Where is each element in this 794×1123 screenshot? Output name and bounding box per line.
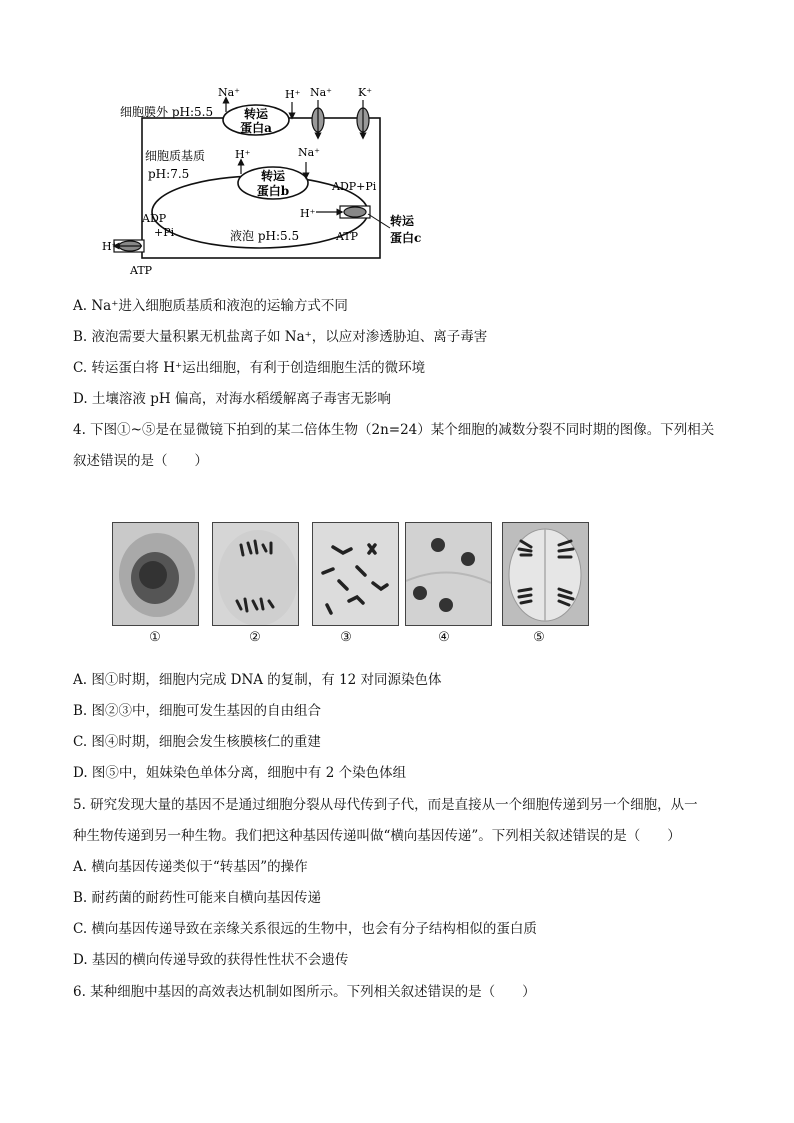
- adp-left: ADP: [142, 212, 167, 225]
- na-ion-top: Na⁺: [218, 86, 240, 99]
- pi-left: +Pi: [154, 226, 175, 239]
- q5-option-a: A. 横向基因传递类似于“转基因”的操作: [73, 859, 308, 875]
- q4-option-c: C. 图④时期，细胞会发生核膜核仁的重建: [73, 734, 321, 750]
- transport-diagram-svg: [100, 82, 430, 282]
- q5-option-c: C. 横向基因传递导致在亲缘关系很远的生物中，也会有分子结构相似的蛋白质: [73, 921, 537, 937]
- vacuole-label: 液泡 pH:5.5: [230, 229, 300, 243]
- transport-protein-c: [344, 207, 366, 217]
- outside-label: 细胞膜外 pH:5.5: [120, 105, 214, 119]
- panel-label-5: ⑤: [533, 630, 545, 645]
- h-ion-top: H⁺: [285, 88, 301, 101]
- micrograph-5: [502, 522, 589, 626]
- protein-c-line2: 蛋白c: [390, 231, 422, 245]
- q4-option-a: A. 图①时期，细胞内完成 DNA 的复制，有 12 对同源染色体: [73, 672, 442, 688]
- q4-option-d: D. 图⑤中，姐妹染色单体分离，细胞中有 2 个染色体组: [73, 765, 407, 781]
- q3-option-b: B. 液泡需要大量积累无机盐离子如 Na⁺，以应对渗透胁迫、离子毒害: [73, 329, 488, 345]
- cytoplasm-ph: pH:7.5: [148, 167, 190, 181]
- panel-label-4: ④: [438, 630, 450, 645]
- micrograph-3: [312, 522, 399, 626]
- q4-stem-line2: 叙述错误的是（ ）: [73, 453, 208, 469]
- na-ion-channel: Na⁺: [310, 86, 332, 99]
- q5-stem-line1: 5. 研究发现大量的基因不是通过细胞分裂从母代传到子代，而是直接从一个细胞传递到另一个细胞，从一: [73, 797, 698, 813]
- panel-label-3: ③: [340, 630, 352, 645]
- q5-stem-line2: 种生物传递到另一种生物。我们把这种基因传递叫做“横向基因传递”。下列相关叙述错误的是（ ）: [73, 828, 681, 844]
- protein-b-line2: 蛋白b: [256, 184, 290, 198]
- micrograph-4: [405, 522, 492, 626]
- atp-left: ATP: [130, 264, 153, 277]
- panel-label-2: ②: [249, 630, 261, 645]
- q5-option-b: B. 耐药菌的耐药性可能来自横向基因传递: [73, 890, 322, 906]
- q3-option-a: A. Na⁺进入细胞质基质和液泡的运输方式不同: [73, 298, 348, 314]
- q4-option-b: B. 图②③中，细胞可发生基因的自由组合: [73, 703, 322, 719]
- q4-stem-line1: 4. 下图①~⑤是在显微镜下拍到的某二倍体生物（2n=24）某个细胞的减数分裂不同时期的图像。下列相关: [73, 422, 715, 438]
- h-ion-b: H⁺: [235, 148, 251, 161]
- protein-a-line2: 蛋白a: [240, 121, 272, 135]
- h-ion-c: H⁺: [300, 207, 316, 220]
- na-ion-b: Na⁺: [298, 146, 320, 159]
- micrograph-1: [112, 522, 199, 626]
- protein-a-line1: 转运: [243, 107, 269, 121]
- panel-label-1: ①: [149, 630, 161, 645]
- q5-option-d: D. 基因的横向传递导致的获得性性状不会遗传: [73, 952, 349, 968]
- k-ion: K⁺: [358, 86, 373, 99]
- transport-diagram: [100, 82, 430, 286]
- cytoplasm-label: 细胞质基质: [145, 149, 206, 163]
- atp-c: ATP: [336, 230, 359, 243]
- adp-pi-c: ADP+Pi: [332, 180, 377, 193]
- q3-option-c: C. 转运蛋白将 H⁺运出细胞，有利于创造细胞生活的微环境: [73, 360, 426, 376]
- q3-option-d: D. 土壤溶液 pH 偏高，对海水稻缓解离子毒害无影响: [73, 391, 391, 407]
- micrograph-2: [212, 522, 299, 626]
- q6-stem: 6. 某种细胞中基因的高效表达机制如图所示。下列相关叙述错误的是（ ）: [73, 984, 536, 1000]
- protein-b-line1: 转运: [260, 169, 286, 183]
- h-ion-left: H⁺: [102, 240, 118, 253]
- protein-c-line1: 转运: [390, 214, 415, 228]
